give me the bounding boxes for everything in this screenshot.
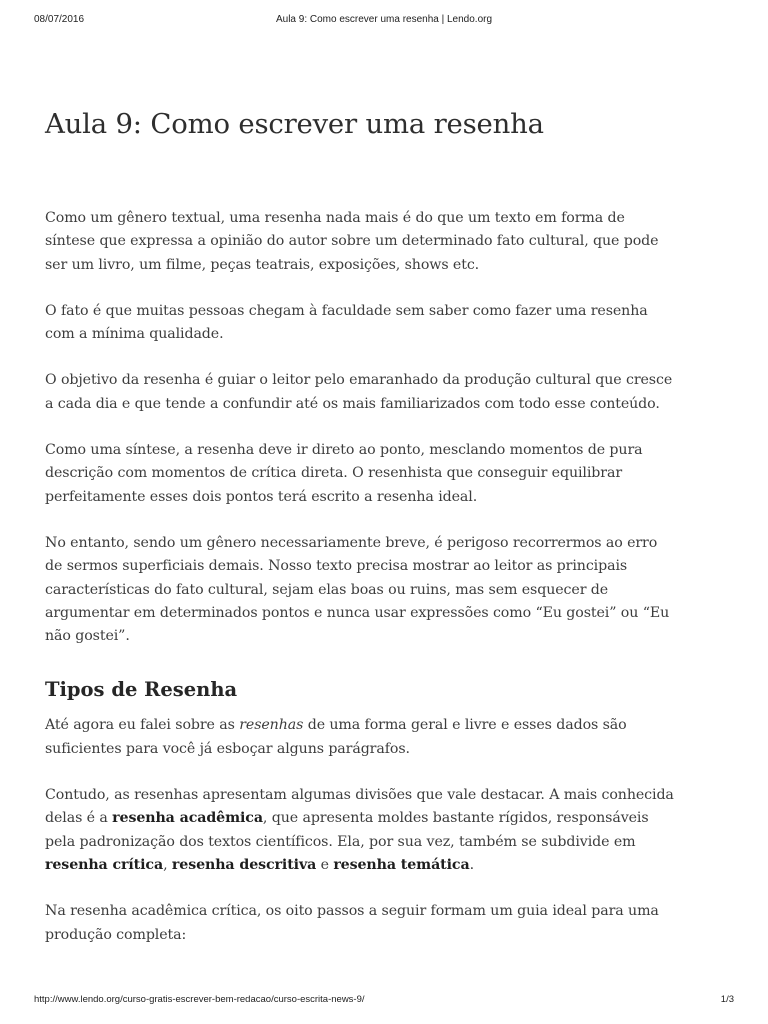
text-run: , que apresenta moldes bastante rígidos, responsáveis pela padronização dos textos científicos. Ela, por sua vez, também se subdivide em <box>45 810 649 850</box>
bold-term: resenha crítica <box>45 856 164 873</box>
print-page-title: Aula 9: Como escrever uma resenha | Lendo.org <box>275 14 493 25</box>
paragraph <box>45 714 677 761</box>
paragraph: Como uma síntese, a resenha deve ir direto ao ponto, mesclando momentos de pura descrição com momentos de crítica direta. O resenhista que conseguir equilibrar perfeitamente esses dois pontos terá escrito a resenha ideal. <box>45 442 643 505</box>
text-run: Contudo, as resenhas apresentam algumas divisões que vale destacar. A mais conhecida delas é a <box>45 787 674 827</box>
text-run: de uma forma geral e livre e esses dados são suficientes para você já esboçar alguns parágrafos. <box>45 717 627 757</box>
paragraph: No entanto, sendo um gênero necessariamente breve, é perigoso recorrermos ao erro de sermos superficiais demais. Nosso texto precisa mostrar ao leitor as principais características do fato cultural, sejam elas boas ou ruins, mas sem esquecer de argumentar em determinados pontos e nunca usar expressões como “Eu gostei” ou “Eu não gostei”. <box>45 534 670 645</box>
page-number: 1/3 <box>720 994 734 1005</box>
bold-term: resenha descritiva <box>171 856 317 873</box>
bold-term: resenha acadêmica <box>112 810 263 827</box>
paragraph <box>45 784 677 877</box>
paragraph: O fato é que muitas pessoas chegam à faculdade sem saber como fazer uma resenha com a mínima qualidade. <box>45 302 648 343</box>
emphasis-text: resenhas <box>239 717 304 734</box>
print-header <box>34 14 734 28</box>
paragraph: O objetivo da resenha é guiar o leitor pelo emaranhado da produção cultural que cresce a cada dia e que tende a confundir até os mais familiarizados com todo esse conteúdo. <box>45 372 673 412</box>
text-run: Até agora eu falei sobre as <box>45 717 240 734</box>
article <box>45 106 677 970</box>
article-title: Aula 9: Como escrever uma resenha <box>45 108 544 140</box>
print-date: 08/07/2016 <box>34 14 85 25</box>
bold-term: resenha temática <box>333 856 470 873</box>
page-url: http://www.lendo.org/curso-gratis-escrever-bem-redacao/curso-escrita-news-9/ <box>34 994 365 1005</box>
paragraph: Na resenha acadêmica crítica, os oito passos a seguir formam um guia ideal para uma produção completa: <box>45 903 659 943</box>
paragraph: Como um gênero textual, uma resenha nada mais é do que um texto em forma de síntese que expressa a opinião do autor sobre um determinado fato cultural, que pode ser um livro, um filme, peças teatrais, exposições, shows etc. <box>45 210 659 273</box>
section-heading: Tipos de Resenha <box>45 678 238 702</box>
text-run: e <box>316 856 334 873</box>
print-footer <box>34 994 734 1008</box>
text-run: , <box>163 856 172 873</box>
text-run: . <box>469 856 474 873</box>
